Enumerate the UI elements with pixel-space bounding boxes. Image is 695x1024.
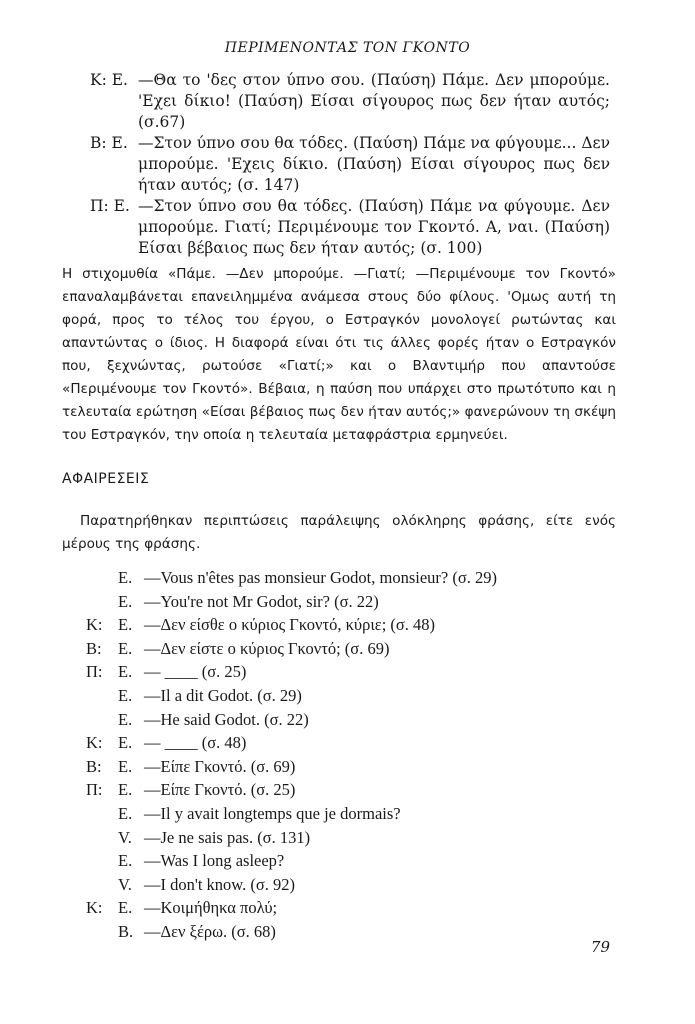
- speaker-label: Β: Ε.: [90, 134, 128, 152]
- speaker-label: [86, 684, 118, 708]
- example-line: [86, 566, 497, 590]
- role-label: E.: [118, 780, 133, 800]
- dialogue-text: —Στον ύπνο σου θα τόδες. (Παύση) Πάμε να φύγουμε. Δεν μπορούμε. Γιατί; Περιμένουμε τον Γκοντό. Α, ναι. (Παύση) Είσαι βέβαιος πως δεν ήταν αυτός; (σ. 100): [138, 197, 610, 257]
- example-line: [86, 849, 497, 873]
- role-label: E.: [118, 898, 133, 918]
- page-number: 79: [590, 938, 610, 956]
- example-text: —He said Godot. (σ. 22): [144, 709, 309, 729]
- speaker-label: [86, 849, 118, 873]
- dialogue-entry: [90, 196, 610, 259]
- role-label: E.: [118, 803, 133, 823]
- section-intro: Παρατηρήθηκαν περιπτώσεις παράλειψης ολόκληρης φράσης, είτε ενός μέρους της φράσης.: [62, 513, 616, 552]
- role-label: E.: [118, 615, 133, 635]
- examples-list: [86, 566, 497, 944]
- speaker-label: [86, 590, 118, 614]
- speaker-label: Κ:: [86, 898, 103, 918]
- example-text: —Δεν είστε ο κύριος Γκοντό; (σ. 69): [144, 638, 390, 658]
- dialogue-text: —Θα το 'δες στον ύπνο σου. (Παύση) Πάμε. Δεν μπορούμε. 'Εχει δίκιο! (Παύση) Είσαι σίγουρος πως δεν ήταν αυτός; (σ.67): [138, 71, 610, 131]
- role-label: E.: [118, 685, 133, 705]
- example-text: —Είπε Γκοντό. (σ. 25): [144, 780, 296, 800]
- section-heading: ΑΦΑΙΡΕΣΕΙΣ: [62, 471, 150, 487]
- example-line: [86, 637, 497, 661]
- example-line: [86, 708, 497, 732]
- speaker-label: Π:: [86, 662, 103, 682]
- example-line: [86, 613, 497, 637]
- example-text: —Il a dit Godot. (σ. 29): [144, 685, 302, 705]
- speaker-label: Κ:: [86, 733, 103, 753]
- example-text: —Είπε Γκοντό. (σ. 69): [144, 756, 296, 776]
- role-label: E.: [118, 568, 133, 587]
- dialogue-entry: [90, 70, 610, 133]
- example-text: — ____ (σ. 25): [144, 662, 247, 682]
- role-label: E.: [118, 851, 133, 871]
- example-text: —Vous n'êtes pas monsieur Godot, monsieur? (σ. 29): [144, 568, 497, 587]
- commentary-paragraph: Η στιχομυθία «Πάμε. —Δεν μπορούμε. —Γιατί; —Περιμένουμε τον Γκοντό» επαναλαμβάνεται επανειλημμένα ανάμεσα στους δύο φίλους. 'Ομως αυτή τη φορά, προς το τέλος του έργου, ο Εστραγκόν μονολογεί ρωτώντας και απαντώντας ο ίδιος. Η διαφορά είναι ότι τις άλλες φορές ήταν ο Εστραγκόν που, ξεχνώντας, ρωτούσε «Γιατί;» και ο Βλαντιμήρ που απαντούσε «Περιμένουμε τον Γκοντό». Βέβαια, η παύση που υπάρχει στο πρωτότυπο και η τελευταία ερώτηση «Είσαι βέβαιος πως δεν ήταν αυτός;» φανερώνουν τη σκέψη του Εστραγκόν, την οποία η τελευταία μεταφράστρια ερμηνεύει.: [62, 266, 616, 443]
- speaker-label: [86, 873, 118, 897]
- example-line: [86, 590, 497, 614]
- dialogue-text: —Στον ύπνο σου θα τόδες. (Παύση) Πάμε να φύγουμε... Δεν μπορούμε. 'Εχεις δίκιο. (Παύση) Είσαι σίγουρος πως δεν ήταν αυτός; (σ. 147): [138, 134, 610, 194]
- speaker-label: [86, 826, 118, 850]
- example-line: [86, 920, 497, 944]
- example-text: —Was I long asleep?: [144, 851, 285, 871]
- example-line: [86, 684, 497, 708]
- example-line: [86, 802, 497, 826]
- running-header: ΠΕΡΙΜΕΝΟΝΤΑΣ ΤΟΝ ΓΚΟΝΤΟ: [224, 40, 471, 56]
- example-text: —Je ne sais pas. (σ. 131): [144, 827, 311, 847]
- speaker-label: [86, 566, 118, 590]
- role-label: B.: [118, 921, 134, 941]
- example-line: [86, 755, 497, 779]
- speaker-label: [86, 920, 118, 944]
- speaker-label: Β:: [86, 756, 102, 776]
- role-label: E.: [118, 756, 133, 776]
- speaker-label: [86, 802, 118, 826]
- example-text: —Il y avait longtemps que je dormais?: [144, 803, 401, 823]
- example-text: — ____ (σ. 48): [144, 733, 247, 753]
- role-label: E.: [118, 591, 133, 611]
- example-text: —You're not Mr Godot, sir? (σ. 22): [144, 591, 379, 611]
- role-label: E.: [118, 709, 133, 729]
- role-label: V.: [118, 874, 132, 894]
- speaker-label: Κ: Ε.: [90, 71, 128, 89]
- dialogue-entry: [90, 133, 610, 196]
- example-line: [86, 778, 497, 802]
- example-line: [86, 873, 497, 897]
- example-text: —I don't know. (σ. 92): [144, 874, 296, 894]
- role-label: E.: [118, 638, 133, 658]
- speaker-label: Π:: [86, 780, 103, 800]
- dialogue-block: [90, 70, 610, 259]
- example-text: —Δεν είσθε ο κύριος Γκοντό, κύριε; (σ. 48): [144, 615, 436, 635]
- example-line: [86, 826, 497, 850]
- role-label: V.: [118, 827, 132, 847]
- example-text: —Κοιμήθηκα πολύ;: [144, 898, 278, 918]
- speaker-label: Β:: [86, 638, 102, 658]
- speaker-label: Π: Ε.: [90, 197, 130, 215]
- example-line: [86, 731, 497, 755]
- example-line: [86, 896, 497, 920]
- example-line: [86, 660, 497, 684]
- role-label: E.: [118, 662, 133, 682]
- example-text: —Δεν ξέρω. (σ. 68): [144, 921, 276, 941]
- speaker-label: Κ:: [86, 615, 103, 635]
- role-label: E.: [118, 733, 133, 753]
- speaker-label: [86, 708, 118, 732]
